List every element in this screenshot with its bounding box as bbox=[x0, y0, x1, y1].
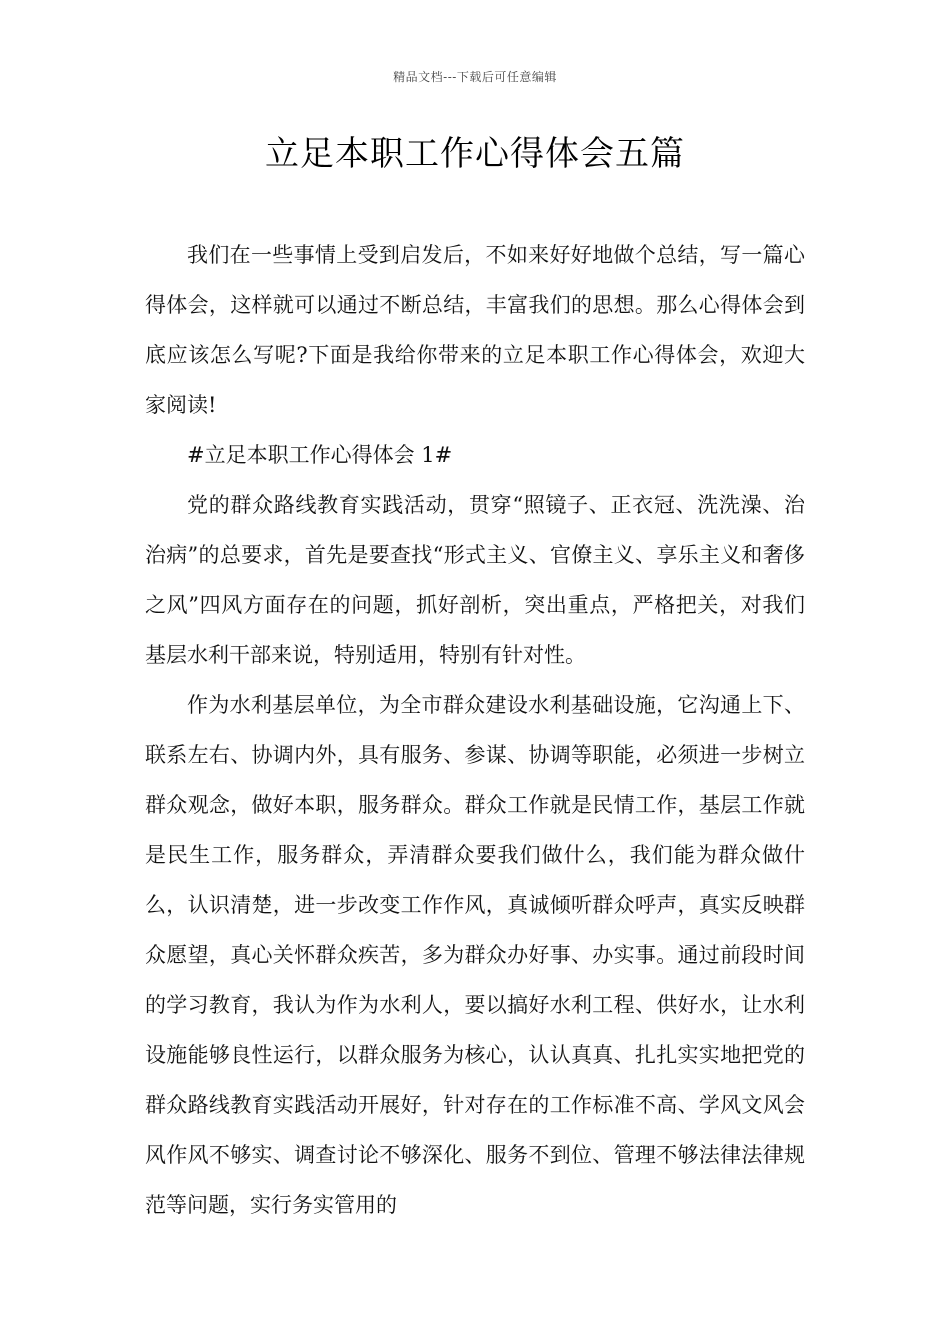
document-body bbox=[145, 230, 805, 1230]
paragraph-1: 党的群众路线教育实践活动，贯穿“照镜子、正衣冠、洗洗澡、治治病”的总要求，首先是要查找“形式主义、官僚主义、享乐主义和奢侈之风”四风方面存在的问题，抓好剖析，突出重点，严格把关，对我们基层水利干部来说，特别适用，特别有针对性。 bbox=[145, 493, 805, 667]
paragraph-intro: 我们在一些事情上受到启发后，不如来好好地做个总结，写一篇心得体会，这样就可以通过不断总结，丰富我们的思想。那么心得体会到底应该怎么写呢?下面是我给你带来的立足本职工作心得体会，欢迎大家阅读! bbox=[145, 243, 805, 417]
document-title: 立足本职工作心得体会五篇 bbox=[265, 134, 685, 174]
paragraph-2: 作为水利基层单位，为全市群众建设水利基础设施，它沟通上下、联系左右、协调内外，具有服务、参谋、协调等职能，必须进一步树立群众观念，做好本职，服务群众。群众工作就是民情工作，基层工作就是民生工作，服务群众，弄清群众要我们做什么，我们能为群众做什么，认识清楚，进一步改变工作作风，真诚倾听群众呼声，真实反映群众愿望，真心关怀群众疾苦，多为群众办好事、办实事。通过前段时间的学习教育，我认为作为水利人，要以搞好水利工程、供好水，让水利设施能够良性运行，以群众服务为核心，认认真真、扎扎实实地把党的群众路线教育实践活动开展好，针对存在的工作标准不高、学风文风会风作风不够实、调查讨论不够深化、服务不到位、管理不够法律法律规范等问题，实行务实管用的 bbox=[145, 693, 805, 1217]
header-note: 精品文档---下载后可任意编辑 bbox=[393, 70, 557, 84]
section-heading: #立足本职工作心得体会 1# bbox=[187, 443, 453, 467]
